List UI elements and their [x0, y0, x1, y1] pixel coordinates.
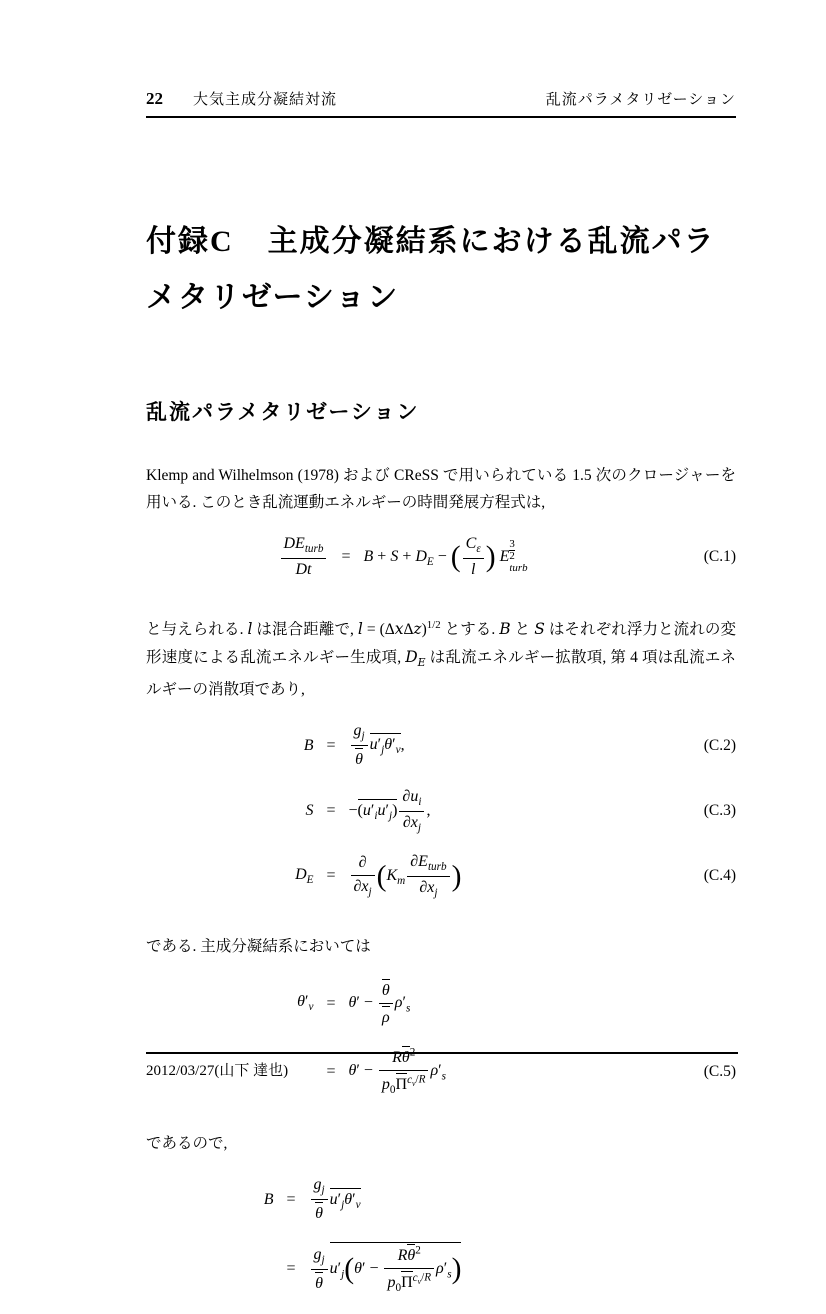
equation-rhs: $\frac{g_j}{\theta}$ $u'_j\theta'_v$,	[349, 722, 629, 770]
equation-number-c1: (C.1)	[703, 548, 736, 566]
equation-line	[146, 844, 736, 909]
equals-sign: =	[326, 736, 336, 754]
equation-number-c3: (C.3)	[703, 802, 736, 820]
equation-c1	[146, 526, 736, 588]
equation-lhs: $\theta'_v$	[297, 993, 314, 1014]
equation-line	[146, 526, 736, 588]
equation-line	[146, 779, 736, 844]
equation-lhs: S	[305, 802, 314, 820]
equals-sign: =	[326, 994, 336, 1012]
equals-sign: =	[341, 548, 351, 566]
equation-lhs: $D_E$	[295, 866, 314, 887]
equation-c5	[146, 970, 736, 1106]
footer-date-author: 2012/03/27(山下 達也)	[146, 1063, 289, 1079]
chapter-title-text: 主成分凝結系における乱流パラメタリゼーション	[146, 225, 716, 314]
page-content	[146, 0, 736, 1314]
chapter-title	[146, 214, 736, 326]
page-footer	[146, 1052, 738, 1080]
header-right-title: 乱流パラメタリゼーション	[545, 92, 736, 108]
equation-rhs: ∂ $\partial x_j$ ($K_m$ $\partial E_{turb}$ $\partial x_j$ )	[349, 853, 629, 900]
equation-number-c5: (C.5)	[703, 1062, 736, 1080]
equation-lhs: B	[263, 1191, 274, 1209]
equation-number-c4: (C.4)	[703, 867, 736, 885]
paragraph-condensation-system: である. 主成分凝結系においては	[146, 938, 371, 956]
equation-line	[146, 1167, 736, 1233]
equation-number-c2: (C.2)	[703, 736, 736, 754]
paragraph-mixing-length: と与えられる. l は混合距離で, $l = (\Delta x\Delta z)^{1/2}$ とする. B と S はそれぞれ浮力と流れの変形速度による乱流エネルギー生成項, $D_E$ は乱流エネルギー拡散項, 第 4 項は乱流エネルギーの消散項であり,	[146, 619, 736, 698]
equation-lhs: $DE_{turb}$ Dt	[208, 535, 328, 579]
equation-group-c2-c4	[146, 713, 736, 909]
paragraph-therefore: であるので,	[146, 1135, 228, 1153]
equals-sign: =	[286, 1191, 296, 1209]
equation-line	[146, 970, 736, 1037]
section-title: 乱流パラメタリゼーション	[146, 400, 420, 424]
equation-lhs: B	[303, 736, 314, 754]
equation-rhs: θ′ − $R\theta^2$ $p_0\Pi^{c_v/R}$ $\rho'_s$	[348, 1046, 447, 1097]
equation-rhs: $\frac{g_j}{\theta}$ $u'_j\theta'_v$	[309, 1176, 639, 1224]
equation-rhs: $B + S + D_E$ − ( $\frac{C_\varepsilon}{l}$ ) E 3 2 turb	[363, 535, 528, 579]
equation-rhs: $-(u'_iu'_j)$ $\frac{\partial u_i}{\partial x_j}$ ,	[348, 787, 431, 835]
equation-b-expanded	[146, 1167, 736, 1304]
equation-rhs: θ′ − $\frac{\theta}{\rho}$ $\rho'_s$	[349, 979, 619, 1028]
equation-line	[146, 713, 736, 779]
page-number: 22	[146, 89, 163, 108]
page-header	[146, 88, 736, 118]
equals-sign: =	[326, 802, 336, 820]
paragraph-intro: Klemp and Wilhelmson (1978) および CReSS で用いられている 1.5 次のクロージャーを用いる. このとき乱流運動エネルギーの時間発展方程式は,	[146, 467, 736, 511]
chapter-label: 付録C	[146, 225, 234, 258]
equals-sign: =	[286, 1259, 296, 1277]
equals-sign: =	[326, 1062, 336, 1080]
equation-line	[146, 1233, 736, 1304]
equals-sign: =	[326, 867, 336, 885]
header-left-title: 大気主成分凝結対流	[193, 92, 338, 108]
equation-rhs: $\frac{g_j}{\theta}$ $u'_j(\theta'$ − $R\theta^2$ $p_0\Pi^{c_v/R}$ $\rho'_s$)	[309, 1242, 639, 1295]
